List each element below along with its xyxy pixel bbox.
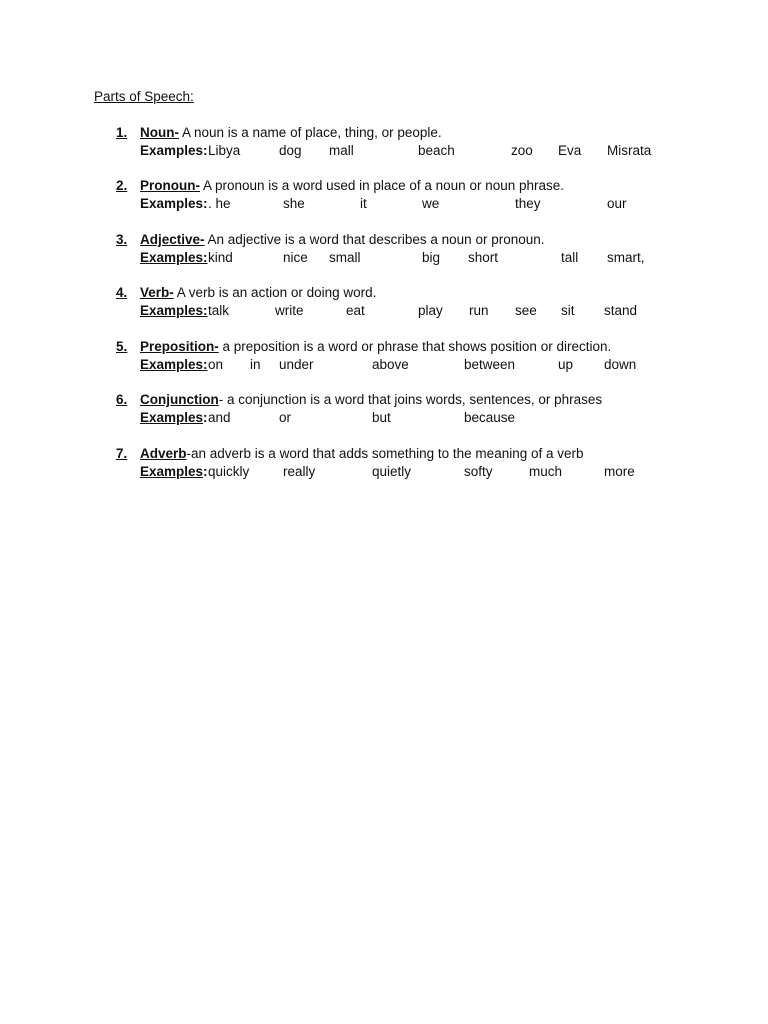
- list-item-adjective: [0, 232, 768, 272]
- example-word: above: [372, 357, 409, 372]
- item-number: 7.: [116, 446, 128, 461]
- example-word: in: [250, 357, 261, 372]
- definition-line: [140, 232, 545, 247]
- example-word: but: [372, 410, 391, 425]
- example-word: play: [418, 303, 443, 318]
- item-number: 2.: [116, 178, 128, 193]
- example-word: much: [529, 464, 563, 479]
- example-word: . he: [208, 196, 231, 211]
- example-word: she: [283, 196, 305, 211]
- definition: -an adverb is a word that adds something to the meaning of a verb: [186, 446, 584, 461]
- example-word: small: [329, 250, 361, 265]
- definition: a preposition is a word or phrase that shows position or direction.: [218, 339, 612, 354]
- example-word: they: [515, 196, 541, 211]
- example-word: quietly: [372, 464, 412, 479]
- example-word: Misrata: [607, 143, 652, 158]
- page-title: Parts of Speech:: [94, 89, 194, 104]
- example-word: short: [468, 250, 499, 265]
- list-item-noun: [0, 125, 768, 165]
- definition: A pronoun is a word used in place of a noun or noun phrase.: [200, 178, 565, 193]
- examples-label: Examples:: [140, 250, 208, 265]
- example-word: tall: [561, 250, 579, 265]
- example-word: down: [604, 357, 637, 372]
- example-word: our: [607, 196, 627, 211]
- examples-label-text: Examples: [140, 410, 204, 425]
- example-word: beach: [418, 143, 455, 158]
- example-word: it: [360, 196, 367, 211]
- example-word: on: [208, 357, 224, 372]
- example-word: talk: [208, 303, 230, 318]
- term: Adjective-: [140, 232, 205, 247]
- example-word: we: [422, 196, 440, 211]
- example-word: write: [275, 303, 304, 318]
- list-item-conjunction: [0, 392, 768, 432]
- example-word: dog: [279, 143, 302, 158]
- example-word: smart,: [607, 250, 645, 265]
- example-word: nice: [283, 250, 308, 265]
- examples-label: Examples:: [140, 143, 208, 158]
- example-word: kind: [208, 250, 233, 265]
- example-word: or: [279, 410, 292, 425]
- examples-colon: :: [203, 464, 208, 479]
- item-number: 5.: [116, 339, 128, 354]
- item-number: 3.: [116, 232, 128, 247]
- example-word: big: [422, 250, 441, 265]
- example-word: up: [558, 357, 574, 372]
- definition: An adjective is a word that describes a noun or pronoun.: [204, 232, 545, 247]
- item-number: 1.: [116, 125, 128, 140]
- example-word: run: [469, 303, 489, 318]
- list-item-preposition: [0, 339, 768, 379]
- definition-line: [140, 285, 376, 300]
- definition-line: [140, 339, 611, 354]
- example-word: more: [604, 464, 635, 479]
- example-word: quickly: [208, 464, 250, 479]
- example-word: Eva: [558, 143, 582, 158]
- term: Preposition-: [140, 339, 219, 354]
- example-word: softy: [464, 464, 493, 479]
- example-word: under: [279, 357, 314, 372]
- examples-label: Examples:: [140, 303, 208, 318]
- example-word: really: [283, 464, 316, 479]
- term: Conjunction: [140, 392, 219, 407]
- item-number: 6.: [116, 392, 128, 407]
- definition-line: [140, 178, 564, 193]
- examples-label: [140, 410, 208, 425]
- term: Noun-: [140, 125, 179, 140]
- examples-label-text: Examples: [140, 464, 204, 479]
- item-number: 4.: [116, 285, 128, 300]
- definition-line: [140, 392, 602, 407]
- example-word: between: [464, 357, 516, 372]
- example-word: because: [464, 410, 516, 425]
- example-word: sit: [561, 303, 575, 318]
- example-word: and: [208, 410, 231, 425]
- example-word: eat: [346, 303, 365, 318]
- examples-label: Examples:: [140, 357, 208, 372]
- list-item-pronoun: [0, 178, 768, 218]
- example-word: Libya: [208, 143, 241, 158]
- term: Verb-: [140, 285, 174, 300]
- examples-label: Examples:: [140, 196, 208, 211]
- example-word: zoo: [511, 143, 533, 158]
- definition: A verb is an action or doing word.: [173, 285, 377, 300]
- term: Pronoun-: [140, 178, 200, 193]
- definition-line: [140, 125, 442, 140]
- definition-line: [140, 446, 584, 461]
- definition: - a conjunction is a word that joins words, sentences, or phrases: [218, 392, 603, 407]
- examples-label: [140, 464, 208, 479]
- list-item-verb: [0, 285, 768, 325]
- example-word: see: [515, 303, 537, 318]
- example-word: mall: [329, 143, 354, 158]
- examples-colon: :: [203, 410, 208, 425]
- example-word: stand: [604, 303, 638, 318]
- definition: A noun is a name of place, thing, or people.: [178, 125, 442, 140]
- term: Adverb: [140, 446, 187, 461]
- list-item-adverb: [0, 446, 768, 486]
